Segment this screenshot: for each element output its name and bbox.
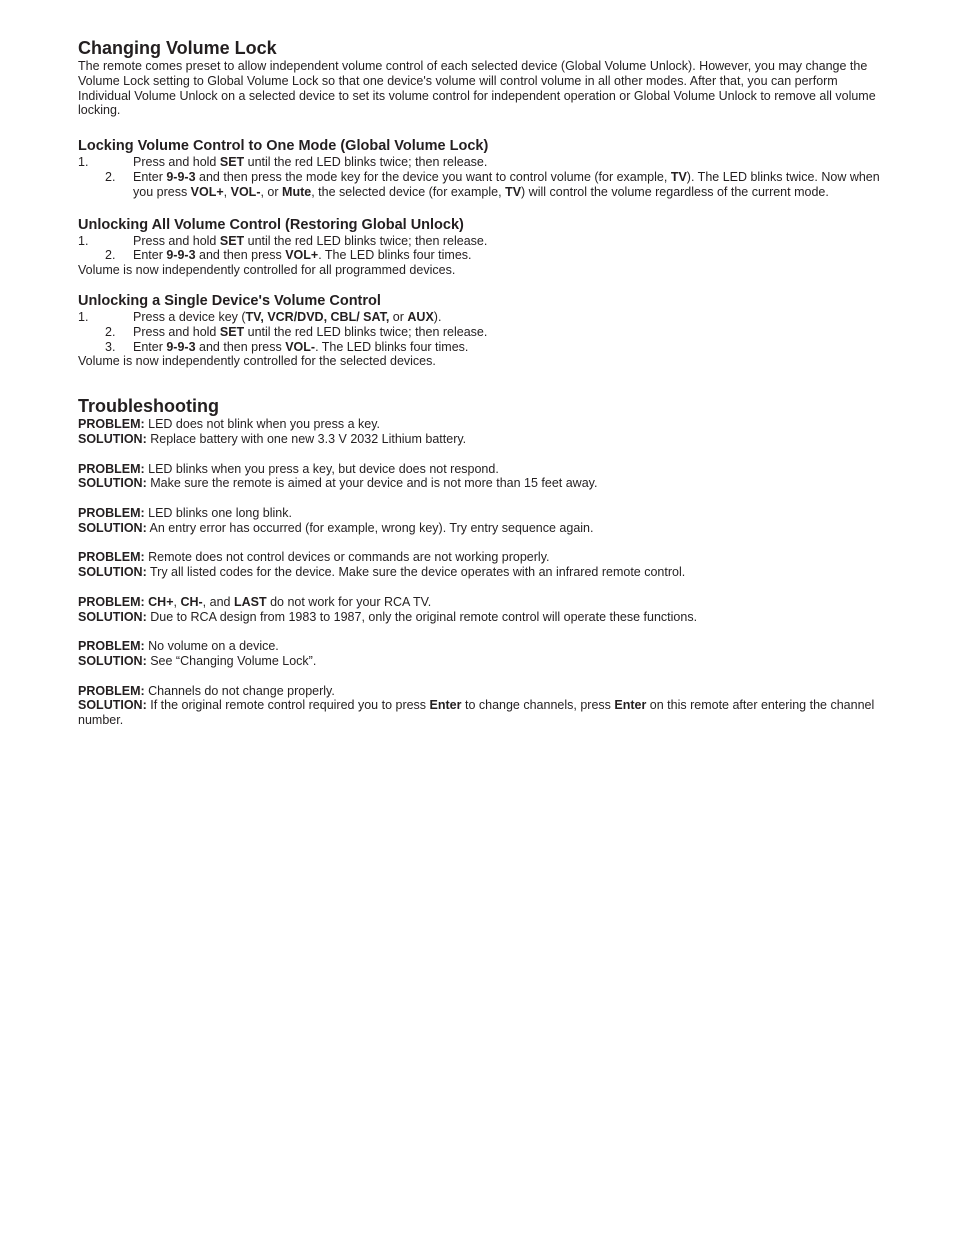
text-run: ) will control the volume regardless of the current mode. bbox=[521, 184, 829, 199]
text-run: Due to RCA design from 1983 to 1987, only the original remote control will operate these functions. bbox=[146, 609, 698, 624]
bold-text: Enter bbox=[429, 698, 462, 713]
problem-solution-item bbox=[78, 506, 890, 536]
problem-solution-item bbox=[78, 595, 890, 625]
text-run: , bbox=[173, 594, 181, 609]
section-title: Changing Volume Lock bbox=[78, 38, 277, 58]
step-text bbox=[133, 325, 890, 340]
step-number: 1. bbox=[78, 309, 89, 324]
step-text bbox=[133, 234, 890, 249]
bold-text: 9-9-3 bbox=[166, 339, 196, 354]
text-run: LED does not blink when you press a key. bbox=[144, 417, 380, 432]
text-run: and then press bbox=[195, 339, 286, 354]
solution-line bbox=[78, 610, 890, 625]
bold-text: PROBLEM: bbox=[78, 461, 145, 476]
bold-text: SOLUTION: bbox=[78, 609, 147, 624]
troubleshooting-section bbox=[78, 396, 890, 728]
subsection-title-single-unlock: Unlocking a Single Device's Volume Control bbox=[78, 292, 381, 309]
step-number: 2. bbox=[105, 169, 116, 184]
text-run: See “Changing Volume Lock”. bbox=[146, 653, 317, 668]
bold-text: Mute bbox=[282, 184, 312, 199]
text-run: , the selected device (for example, bbox=[311, 184, 506, 199]
solution-line bbox=[78, 476, 890, 491]
text-run: , bbox=[223, 184, 231, 199]
text-run: Channels do not change properly. bbox=[144, 683, 335, 698]
list-item bbox=[78, 310, 890, 325]
document-page bbox=[78, 38, 890, 728]
text-run: or bbox=[389, 309, 408, 324]
bold-text: TV bbox=[505, 184, 522, 199]
problem-line bbox=[78, 417, 890, 432]
text-run: An entry error has occurred (for example, wrong key). Try entry sequence again. bbox=[146, 520, 594, 535]
bold-text: SOLUTION: bbox=[78, 565, 147, 580]
solution-line bbox=[78, 565, 890, 580]
troubleshooting-list bbox=[78, 417, 890, 728]
problem-solution-item bbox=[78, 684, 890, 728]
text-run: do not work for your RCA TV. bbox=[266, 594, 432, 609]
step-text bbox=[133, 248, 890, 263]
text-run: If the original remote control required you to press bbox=[146, 698, 430, 713]
bold-text: SOLUTION: bbox=[78, 653, 147, 668]
volume-lock-section bbox=[78, 38, 890, 369]
problem-line bbox=[78, 684, 890, 699]
list-item bbox=[78, 234, 890, 249]
text-run: Try all listed codes for the device. Make sure the device operates with an infrared remote control. bbox=[146, 565, 686, 580]
list-item bbox=[78, 325, 890, 340]
text-run: . The LED blinks four times. bbox=[318, 248, 472, 263]
text-run: Press and hold bbox=[133, 324, 220, 339]
bold-text: SOLUTION: bbox=[78, 476, 147, 491]
bold-text: SOLUTION: bbox=[78, 520, 147, 535]
problem-solution-item bbox=[78, 462, 890, 492]
bold-text: TV, VCR/DVD, CBL/ SAT, bbox=[245, 309, 390, 324]
text-run: No volume on a device. bbox=[144, 639, 279, 654]
text-run: , or bbox=[260, 184, 283, 199]
problem-line bbox=[78, 462, 890, 477]
bold-text: SOLUTION: bbox=[78, 431, 147, 446]
list-item bbox=[78, 155, 890, 170]
text-run: until the red LED blinks twice; then release. bbox=[244, 233, 488, 248]
solution-line bbox=[78, 432, 890, 447]
list-item bbox=[78, 248, 890, 263]
text-run: LED blinks when you press a key, but device does not respond. bbox=[144, 461, 499, 476]
step-number: 1. bbox=[78, 233, 89, 248]
step-text bbox=[133, 340, 890, 355]
bold-text: SOLUTION: bbox=[78, 698, 147, 713]
text-run: Enter bbox=[133, 248, 167, 263]
list-item bbox=[78, 340, 890, 355]
section-title: Troubleshooting bbox=[78, 396, 219, 417]
step-number: 3. bbox=[105, 339, 116, 354]
note-single-unlock: Volume is now independently controlled for the selected devices. bbox=[78, 354, 436, 369]
text-run: Make sure the remote is aimed at your device and is not more than 15 feet away. bbox=[146, 476, 598, 491]
step-number: 1. bbox=[78, 155, 89, 170]
text-run: Press and hold bbox=[133, 233, 220, 248]
text-run: Enter bbox=[133, 169, 167, 184]
intro-paragraph: The remote comes preset to allow independent volume control of each selected device (Global Volume Unlock). However, you may change the Volume Lock setting to Global Volume Lock so that one device's volume will control volume in all other modes. After that, you can perform Individual Volume Unlock on a selected device to set its volume control for independent operation or Global Volume Unlock to remove all volume locking. bbox=[78, 59, 876, 118]
step-number: 2. bbox=[105, 324, 116, 339]
step-text bbox=[133, 155, 890, 170]
problem-solution-item bbox=[78, 417, 890, 447]
bold-text: VOL- bbox=[230, 184, 261, 199]
problem-solution-item bbox=[78, 550, 890, 580]
step-text bbox=[133, 170, 890, 200]
bold-text: PROBLEM: bbox=[78, 639, 145, 654]
text-run: and then press the mode key for the device you want to control volume (for example, bbox=[195, 169, 671, 184]
bold-text: TV bbox=[670, 169, 687, 184]
text-run: until the red LED blinks twice; then release. bbox=[244, 155, 488, 170]
text-run: to change channels, press bbox=[461, 698, 615, 713]
bold-text: PROBLEM: CH+ bbox=[78, 594, 174, 609]
steps-list-global-unlock bbox=[78, 234, 890, 264]
bold-text: CH- bbox=[180, 594, 203, 609]
problem-line bbox=[78, 595, 890, 610]
bold-text: Enter bbox=[614, 698, 647, 713]
bold-text: PROBLEM: bbox=[78, 505, 145, 520]
text-run: LED blinks one long blink. bbox=[144, 505, 292, 520]
list-item bbox=[78, 170, 890, 200]
bold-text: VOL- bbox=[285, 339, 316, 354]
text-run: ). bbox=[433, 309, 442, 324]
step-text bbox=[133, 310, 890, 325]
bold-text: 9-9-3 bbox=[166, 248, 196, 263]
subsection-title-global-lock: Locking Volume Control to One Mode (Global Volume Lock) bbox=[78, 138, 489, 155]
text-run: , and bbox=[202, 594, 234, 609]
bold-text: 9-9-3 bbox=[166, 169, 196, 184]
text-run: Remote does not control devices or commands are not working properly. bbox=[144, 550, 550, 565]
bold-text: AUX bbox=[407, 309, 434, 324]
bold-text: SET bbox=[219, 233, 245, 248]
problem-line bbox=[78, 550, 890, 565]
text-run: Press and hold bbox=[133, 155, 220, 170]
bold-text: PROBLEM: bbox=[78, 550, 145, 565]
bold-text: PROBLEM: bbox=[78, 683, 145, 698]
bold-text: VOL+ bbox=[285, 248, 319, 263]
bold-text: VOL+ bbox=[190, 184, 224, 199]
text-run: Press a device key ( bbox=[133, 309, 246, 324]
problem-solution-item bbox=[78, 639, 890, 669]
bold-text: SET bbox=[219, 155, 245, 170]
steps-list-single-unlock bbox=[78, 310, 890, 354]
problem-line bbox=[78, 639, 890, 654]
text-run: ). The LED blinks twice. Now when you press bbox=[133, 169, 880, 199]
step-number: 2. bbox=[105, 248, 116, 263]
bold-text: PROBLEM: bbox=[78, 417, 145, 432]
solution-line bbox=[78, 521, 890, 536]
steps-list-global-lock bbox=[78, 155, 890, 199]
solution-line bbox=[78, 698, 890, 728]
note-global-unlock: Volume is now independently controlled for all programmed devices. bbox=[78, 263, 456, 278]
text-run: Replace battery with one new 3.3 V 2032 Lithium battery. bbox=[146, 431, 467, 446]
text-run: . The LED blinks four times. bbox=[315, 339, 469, 354]
text-run: and then press bbox=[195, 248, 286, 263]
text-run: on this remote after entering the channel number. bbox=[78, 698, 875, 728]
subsection-title-global-unlock: Unlocking All Volume Control (Restoring Global Unlock) bbox=[78, 216, 464, 233]
solution-line bbox=[78, 654, 890, 669]
problem-line bbox=[78, 506, 890, 521]
bold-text: LAST bbox=[233, 594, 267, 609]
bold-text: SET bbox=[219, 324, 245, 339]
text-run: Enter bbox=[133, 339, 167, 354]
text-run: until the red LED blinks twice; then release. bbox=[244, 324, 488, 339]
